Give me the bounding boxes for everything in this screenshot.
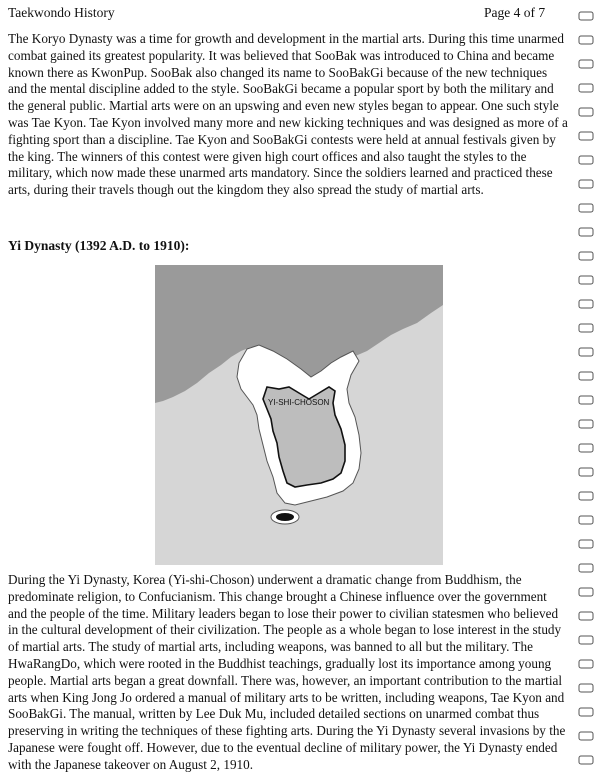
binder-hole [579,468,593,476]
binder-hole [579,708,593,716]
binder-hole [579,156,593,164]
binder-hole [579,84,593,92]
binder-hole [579,228,593,236]
binder-edge [571,0,600,776]
yi-dynasty-paragraph: During the Yi Dynasty, Korea (Yi-shi-Choson) underwent a dramatic change from Buddhism, the predominate religion, to Confucianism. This change brought a Chinese influence over the government and the people of the time. Military leaders began to lose their power to civilian statesmen who believed in the cultural development of their civilization. The people as a whole began to lose interest in the study of martial arts. The study of martial arts, including weapons, was banned to all but the military. The HwaRangDo, which were rooted in the Buddhist teachings, gradually lost its importance among young people. Martial arts began a great downfall. There was, however, an important contribution to the martial arts when King Jong Jo ordered a manual of military arts to be written, including weapons, Tae Kyon and SooBakGi. The manual, written by Lee Duk Mu, included detailed sections on unarmed combat thus preserving in writing the techniques of these fighting arts. During the Yi Dynasty several invasions by the Japanese were fought off. However, due to the eventual decline of military power, the Yi Dynasty ended with the Japanese takeover on August 2, 1910. [8,572,566,772]
binder-hole [579,252,593,260]
binder-hole [579,180,593,188]
document-title: Taekwondo History [8,5,115,20]
binder-hole [579,588,593,596]
binder-hole [579,612,593,620]
binder-hole [579,132,593,140]
binder-hole [579,636,593,644]
binder-hole [579,564,593,572]
binder-hole [579,324,593,332]
section-title-yi-dynasty: Yi Dynasty (1392 A.D. to 1910): [8,238,190,253]
binder-hole [579,492,593,500]
koryo-dynasty-paragraph: The Koryo Dynasty was a time for growth and development in the martial arts. During this time unarmed combat gained its greatest popularity. It was believed that SooBak was introduced to China and became known there as KwonPup. SooBak also changed its name to SooBakGi because of the new techniques and the mental discipline added to the style. SooBakGi became a popular sport by both the military and the general public. Martial arts were on an upswing and even new styles began to appear. One such style was Tae Kyon. Tae Kyon involved many more and new kicking techniques and was designed as more of a fighting sport than a discipline. Tae Kyon and SooBakGi contests were held at annual festivals given by the king. The winners of this contest were given high court offices and also taught the styles to the military, which now made these unarmed arts mandatory. Since the soldiers learned and practiced these arts, during their travels though out the kingdom they also spread the study of martial arts. [8,31,568,198]
binder-hole [579,684,593,692]
page-number: Page 4 of 7 [484,5,546,20]
binder-hole [579,60,593,68]
binder-hole [579,732,593,740]
binder-hole [579,276,593,284]
binder-hole [579,516,593,524]
korea-map [155,265,443,565]
binder-hole [579,108,593,116]
binder-hole [579,36,593,44]
map-island [276,513,294,521]
binder-hole [579,444,593,452]
binder-hole [579,348,593,356]
binder-hole [579,372,593,380]
binder-hole [579,540,593,548]
binder-hole [579,204,593,212]
binder-hole [579,756,593,764]
binder-hole [579,300,593,308]
binder-hole [579,396,593,404]
binder-hole [579,420,593,428]
map-label: YI-SHI-CHOSON [268,398,330,407]
binder-hole [579,660,593,668]
binder-hole [579,12,593,20]
